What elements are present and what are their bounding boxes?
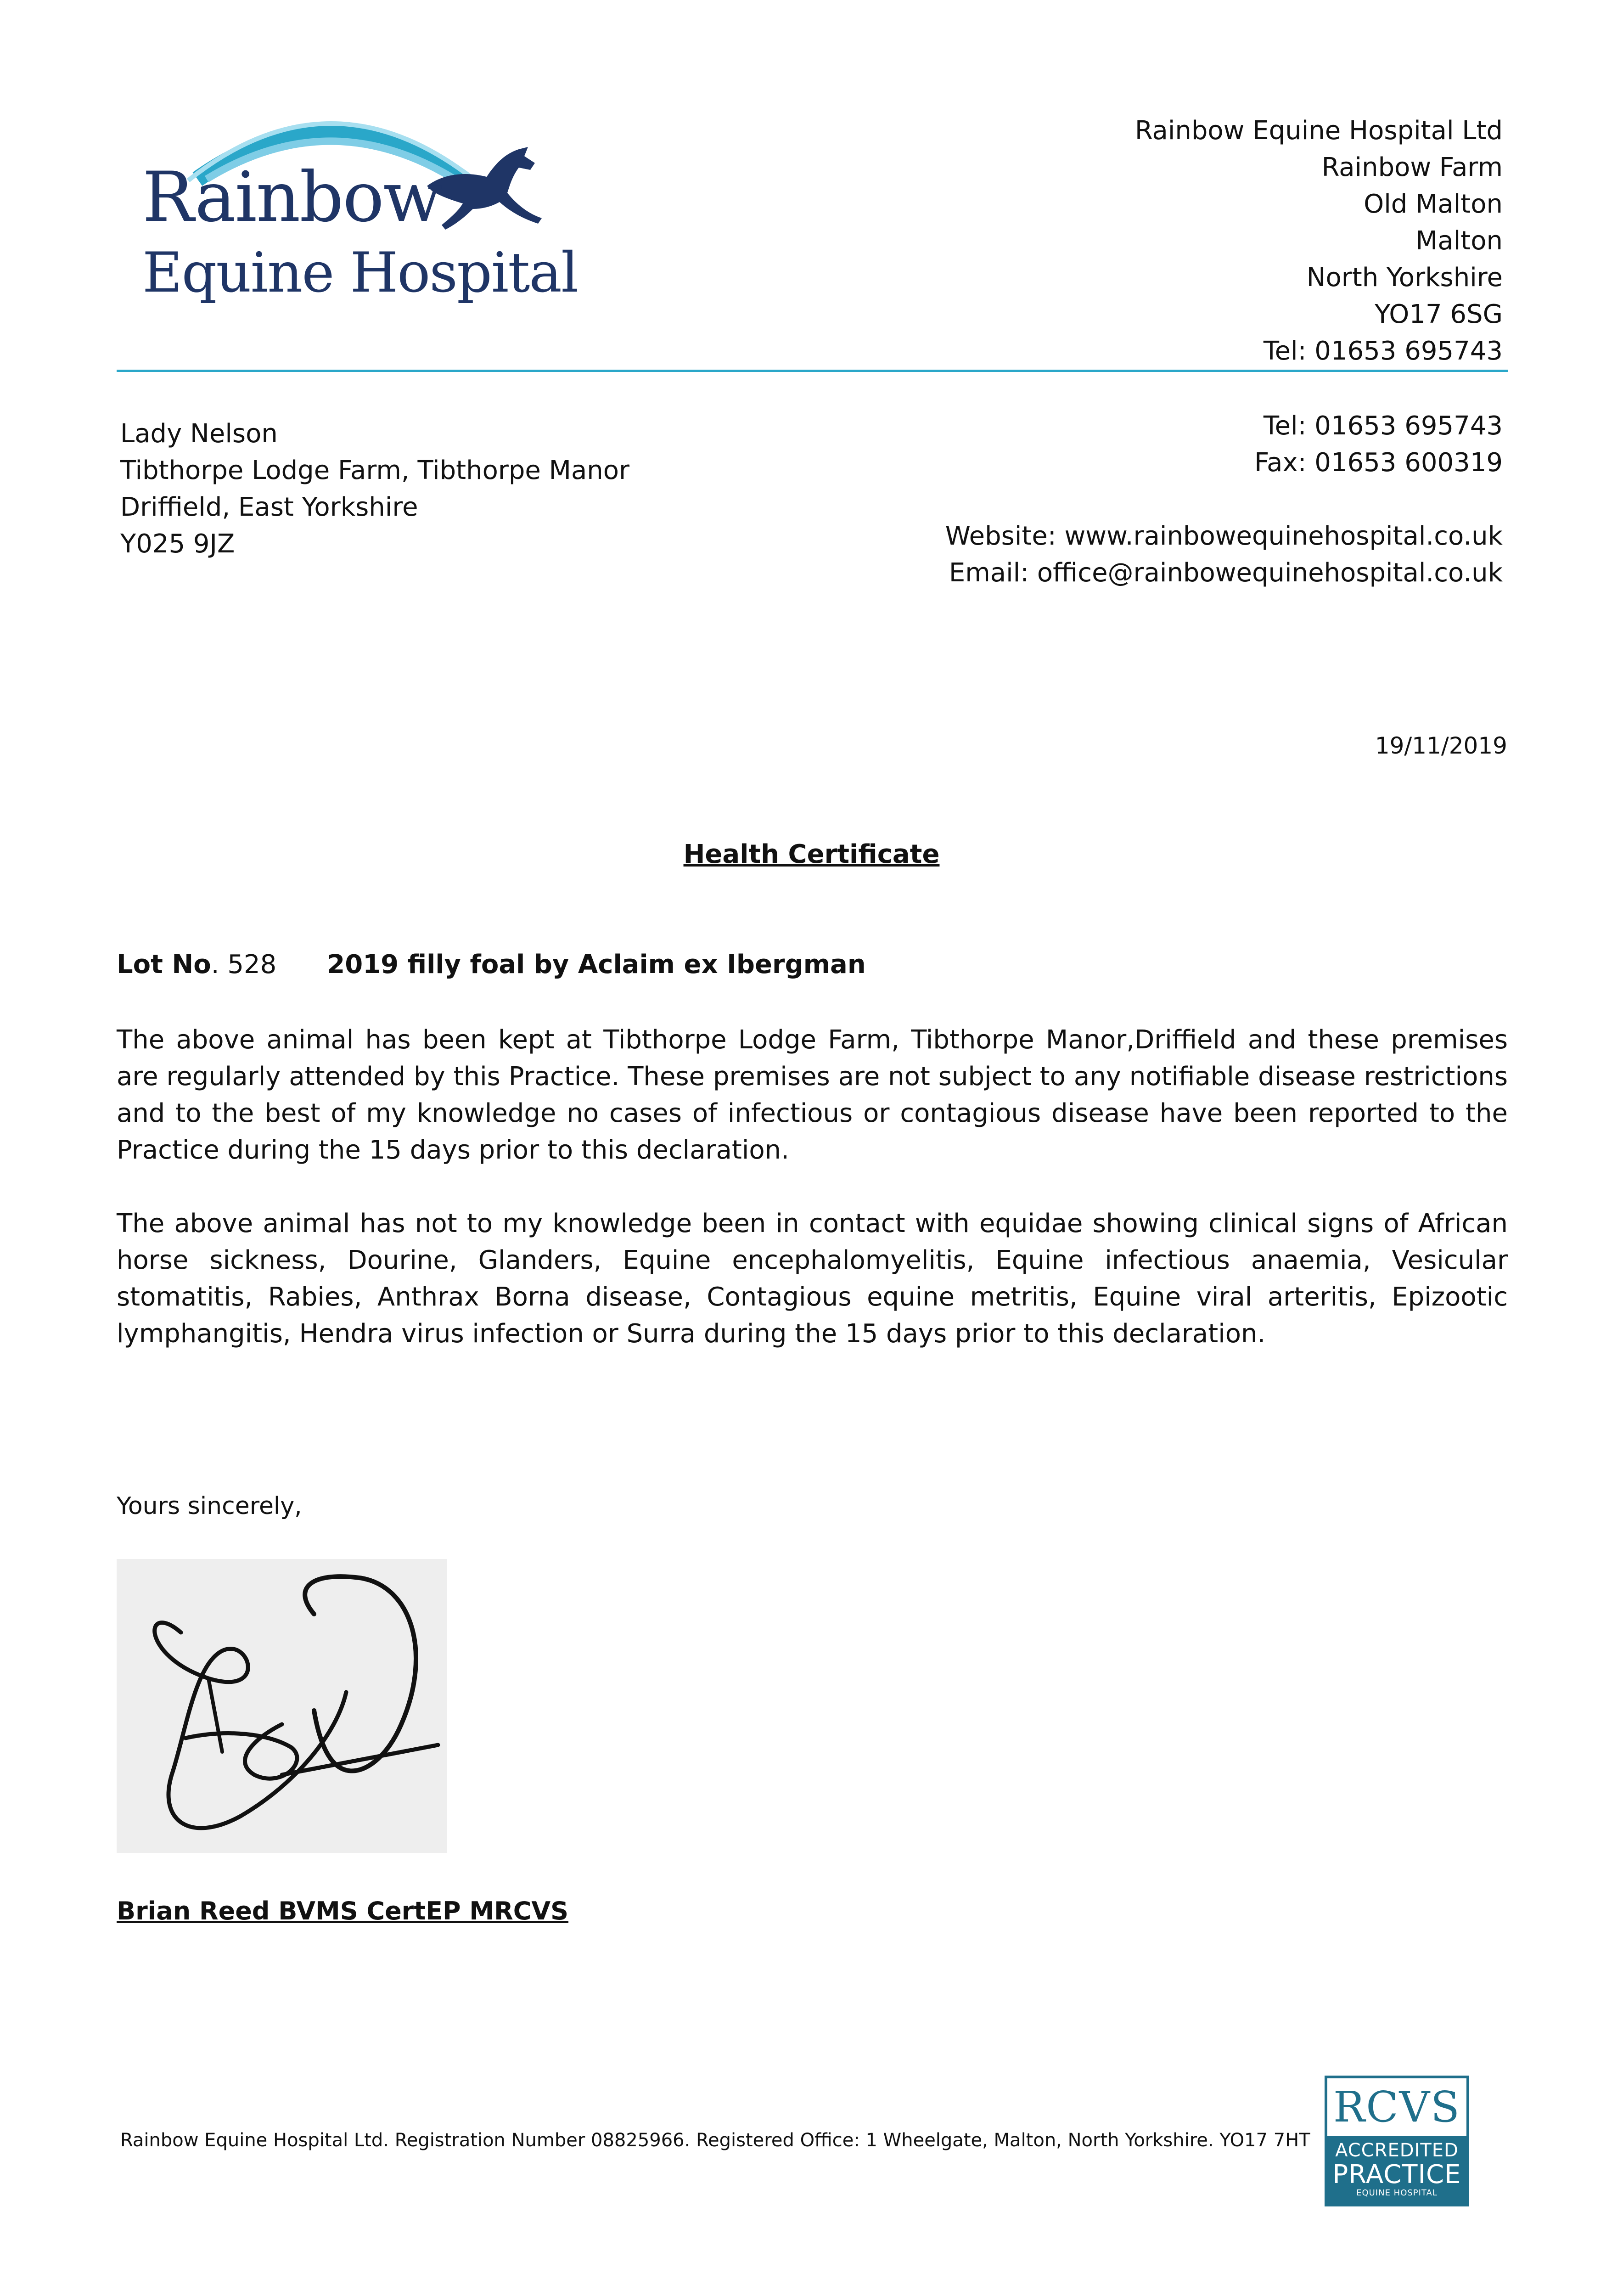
sender-address-line: YO17 6SG — [1375, 299, 1503, 329]
sender-address-line: North Yorkshire — [1306, 263, 1503, 293]
sender-address — [1135, 113, 1503, 370]
signer-name: Brian Reed BVMS CertEP MRCVS — [117, 1896, 569, 1925]
body-paragraph-diseases: The above animal has not to my knowledge been in contact with equidae showing clinical signs of African horse sickness, Dourine, Glanders, Equine encephalomyelitis, Equine infectious anaemia, Vesicular stomatitis, Rabies, Anthrax Borna disease, Contagious equine metritis, Equine viral arteritis, Epizootic lymphangitis, Hendra virus infection or Surra during the 15 days prior to this declaration. — [117, 1209, 1508, 1349]
body-paragraph-premises: The above animal has been kept at Tibthorpe Lodge Farm, Tibthorpe Manor,Driffield and these premises are regularly attended by this Practice. These premises are not subject to any notifiable disease restrictions and to the best of my knowledge no cases of infectious or contagious disease have been reported to the Practice during the 15 days prior to this declaration. — [117, 1025, 1508, 1165]
spacer — [945, 481, 1503, 518]
registration-footer: Rainbow Equine Hospital Ltd. Registration Number 08825966. Registered Office: 1 Wheelgate, Malton, North Yorkshire. YO17 7HT — [120, 2130, 1310, 2151]
contact-website[interactable]: Website: www.rainbowequinehospital.co.uk — [945, 521, 1503, 551]
letter-date: 19/11/2019 — [1375, 732, 1507, 759]
recipient-line: Tibthorpe Lodge Farm, Tibthorpe Manor — [120, 456, 630, 485]
sender-address-line: Rainbow Equine Hospital Ltd — [1134, 116, 1503, 146]
recipient-line: Driffield, East Yorkshire — [120, 492, 418, 522]
contact-tel: Tel: 01653 695743 — [1263, 411, 1503, 441]
contact-fax: Fax: 01653 600319 — [1254, 448, 1503, 478]
lot-description: 2019 filly foal by Aclaim ex Ibergman — [327, 950, 866, 979]
contact-email[interactable]: Email: office@rainbowequinehospital.co.uk — [949, 558, 1503, 588]
recipient-address — [120, 416, 629, 563]
sender-address-line: Malton — [1415, 226, 1503, 256]
lot-number: . 528 — [211, 950, 277, 979]
lot-line — [117, 950, 866, 979]
certificate-title: Health Certificate — [683, 839, 940, 869]
signature-scribble-icon — [117, 1559, 447, 1853]
closing-salutation: Yours sincerely, — [117, 1492, 302, 1520]
contact-details — [945, 408, 1503, 591]
rcvs-accreditation-badge — [1325, 2076, 1469, 2206]
rcvs-accredited: ACCREDITED — [1335, 2140, 1459, 2161]
rcvs-wordmark: RCVS — [1333, 2082, 1461, 2132]
sender-address-line: Rainbow Farm — [1321, 152, 1503, 182]
logo-word-rainbow: Rainbow — [142, 158, 442, 237]
rcvs-banner — [1327, 2136, 1466, 2204]
hospital-logo — [133, 99, 578, 315]
header-divider — [117, 370, 1508, 372]
lot-label: Lot No — [117, 950, 211, 979]
signature-image — [117, 1559, 447, 1853]
rcvs-equine-hospital: EQUINE HOSPITAL — [1356, 2188, 1438, 2198]
sender-address-line: Old Malton — [1364, 189, 1503, 219]
logo-word-equine-hospital: Equine Hospital — [142, 241, 578, 305]
recipient-line: Lady Nelson — [120, 419, 278, 449]
sender-address-line: Tel: 01653 695743 — [1263, 336, 1503, 366]
rcvs-practice: PRACTICE — [1332, 2160, 1461, 2189]
recipient-line: Y025 9JZ — [120, 529, 235, 559]
